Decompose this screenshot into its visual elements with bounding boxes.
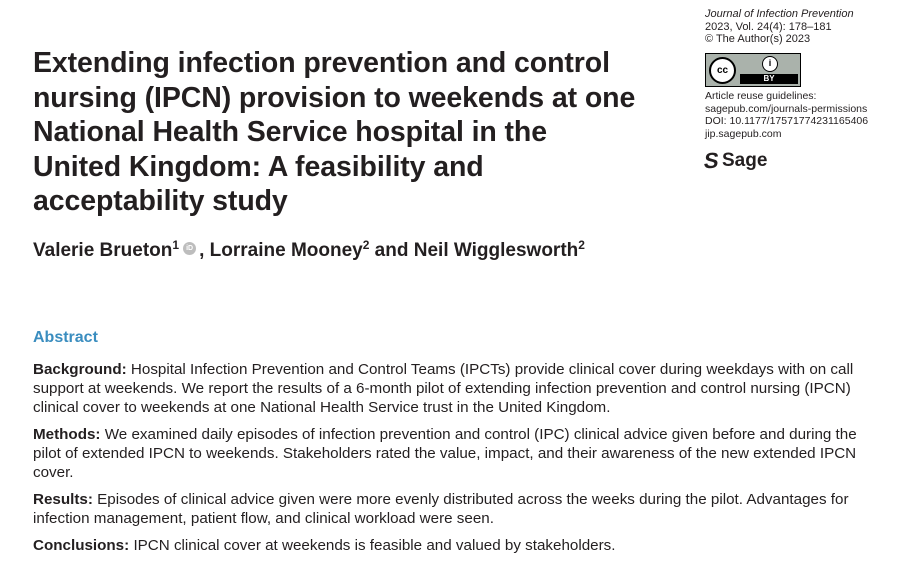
title-line: nursing (IPCN) provision to weekends at one [33,81,636,114]
section-label: Results: [33,491,93,508]
author-name: Neil Wigglesworth [413,240,579,261]
abstract-body [33,360,888,563]
title-line: National Health Service hospital in the [33,116,547,148]
section-text: IPCN clinical cover at weekends is feasible and valued by stakeholders. [133,537,616,554]
abstract-methods [33,425,888,482]
abstract-heading: Abstract [33,329,98,346]
permissions-link[interactable]: sagepub.com/journals-permissions [705,102,868,115]
sage-icon: S [702,148,721,173]
journal-site-link[interactable]: jip.sagepub.com [705,127,782,140]
publisher-name: Sage [722,150,768,171]
cc-by-license-badge[interactable] [705,53,801,87]
abstract-background [33,360,888,417]
section-label: Methods: [33,426,101,443]
section-text: We examined daily episodes of infection prevention and control (IPC) clinical advice given before and during the pilot of extended IPCN to weekends. Stakeholders rated the value, impact, and their awareness of the new extended IPCN cover. [33,426,857,481]
title-line: Extending infection prevention and control [33,47,610,79]
affiliation-marker: 2 [578,238,585,252]
affiliation-marker: 1 [172,238,180,252]
abstract-conclusions [33,536,888,555]
publisher-logo [704,148,767,174]
journal-volume: 2023, Vol. 24(4): 178–181 [705,20,832,33]
by-label: BY [763,74,775,83]
orcid-icon[interactable]: iD [183,242,196,255]
author-separator: , [199,240,210,261]
doi[interactable]: DOI: 10.1177/17571774231165406 [705,115,869,128]
section-label: Background: [33,361,127,378]
title-line: acceptability study [33,185,288,217]
title-line: United Kingdom: A feasibility and [33,150,484,183]
author-list [33,240,585,262]
reuse-guidelines-label: Article reuse guidelines: [705,90,817,102]
journal-name: Journal of Infection Prevention [705,8,854,20]
article-title [33,46,693,219]
attribution-person-icon: i [762,56,778,72]
abstract-results [33,490,888,528]
author-name: Lorraine Mooney [209,240,363,261]
author-separator: and [369,240,414,261]
copyright-notice: © The Author(s) 2023 [705,33,811,46]
section-text: Episodes of clinical advice given were more evenly distributed across the weeks during the pilot. Advantages for infection management, patient flow, and clinical workload were seen. [33,491,849,527]
cc-icon: cc [709,57,736,84]
author-name: Valerie Brueton [33,240,173,261]
affiliation-marker: 2 [362,238,370,252]
reuse-info [705,90,900,140]
section-label: Conclusions: [33,537,130,554]
journal-meta [705,8,900,46]
section-text: Hospital Infection Prevention and Control Teams (IPCTs) provide clinical cover during weekdays with on call support at weekends. We report the results of a 6-month pilot of extending infection prevention and control nursing (IPCN) clinical cover to weekends at one National Health Service trust in the United Kingdom. [33,361,854,416]
